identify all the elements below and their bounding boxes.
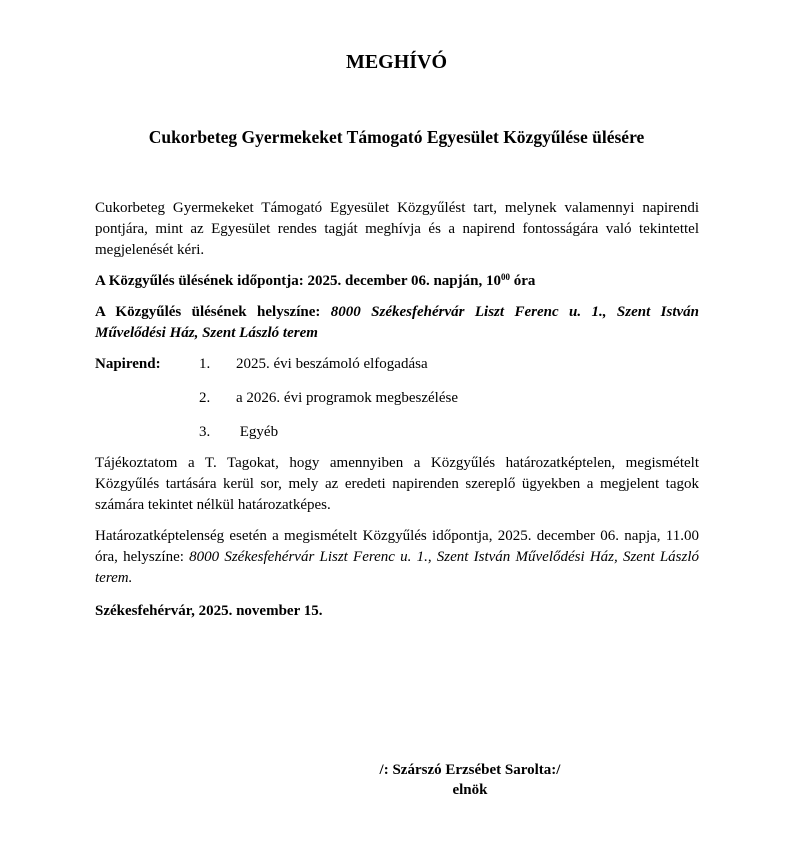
meeting-time-label: A Közgyűlés ülésének időpontja: 2025. december 06. napján, 10 <box>95 273 501 289</box>
meeting-time-minutes: 00 <box>501 272 510 282</box>
repeat-meeting-paragraph <box>95 526 699 589</box>
meeting-location-value: 8000 Székesfehérvár Liszt Ferenc u. 1., Szent István Művelődési Ház, Szent László terem <box>95 304 699 341</box>
agenda-item <box>95 422 699 443</box>
meeting-location-label: A Közgyűlés ülésének helyszíne: <box>95 304 331 320</box>
document-body <box>95 198 699 632</box>
meeting-time <box>95 271 699 292</box>
agenda-item <box>95 354 699 375</box>
agenda-item <box>95 388 699 409</box>
agenda-item-text: a 2026. évi programok megbeszélése <box>236 390 459 406</box>
agenda-item-number: 2. <box>199 390 211 406</box>
meeting-time-suffix: óra <box>510 273 536 289</box>
agenda-label: Napirend: <box>95 356 161 372</box>
meeting-location <box>95 302 699 344</box>
repeat-meeting-location: 8000 Székesfehérvár Liszt Ferenc u. 1., Szent István Művelődési Ház, Szent László terem. <box>95 549 700 586</box>
notice-paragraph: Tájékoztatom a T. Tagokat, hogy amennyiben a Közgyűlés határozatképtelen, megismételt Közgyűlés tartására kerül sor, mely az eredeti napirenden szereplő ügyekben a megjelent tagok számára tekintet nélkül határozatképes. <box>95 455 699 513</box>
repeat-meeting-text: Határozatképtelenség esetén a megismételt Közgyűlés időpontja, 2025. december 06. napja, 11.00 óra, helyszíne: <box>95 528 699 565</box>
agenda-item-number: 1. <box>199 356 211 372</box>
agenda-item-text: 2025. évi beszámoló elfogadása <box>236 356 428 372</box>
signatory-name: /: Szárszó Erzsébet Sarolta:/ <box>379 762 561 778</box>
signature-block <box>340 760 600 800</box>
agenda-item-text: Egyéb <box>236 424 279 440</box>
document-subtitle: Cukorbeteg Gyermekeket Támogató Egyesület Közgyűlése ülésére <box>148 127 645 147</box>
intro-paragraph: Cukorbeteg Gyermekeket Támogató Egyesület Közgyűlést tart, melynek valamennyi napirendi pontjára, mint az Egyesület rendes tagját meghívja és a napirend fontosságára való tekintettel megjelenését kéri. <box>95 200 699 258</box>
agenda <box>95 354 699 443</box>
agenda-item-number: 3. <box>199 424 211 440</box>
signatory-role: elnök <box>452 782 488 798</box>
document-title: MEGHÍVÓ <box>345 51 448 73</box>
place-and-date: Székesfehérvár, 2025. november 15. <box>95 603 323 619</box>
